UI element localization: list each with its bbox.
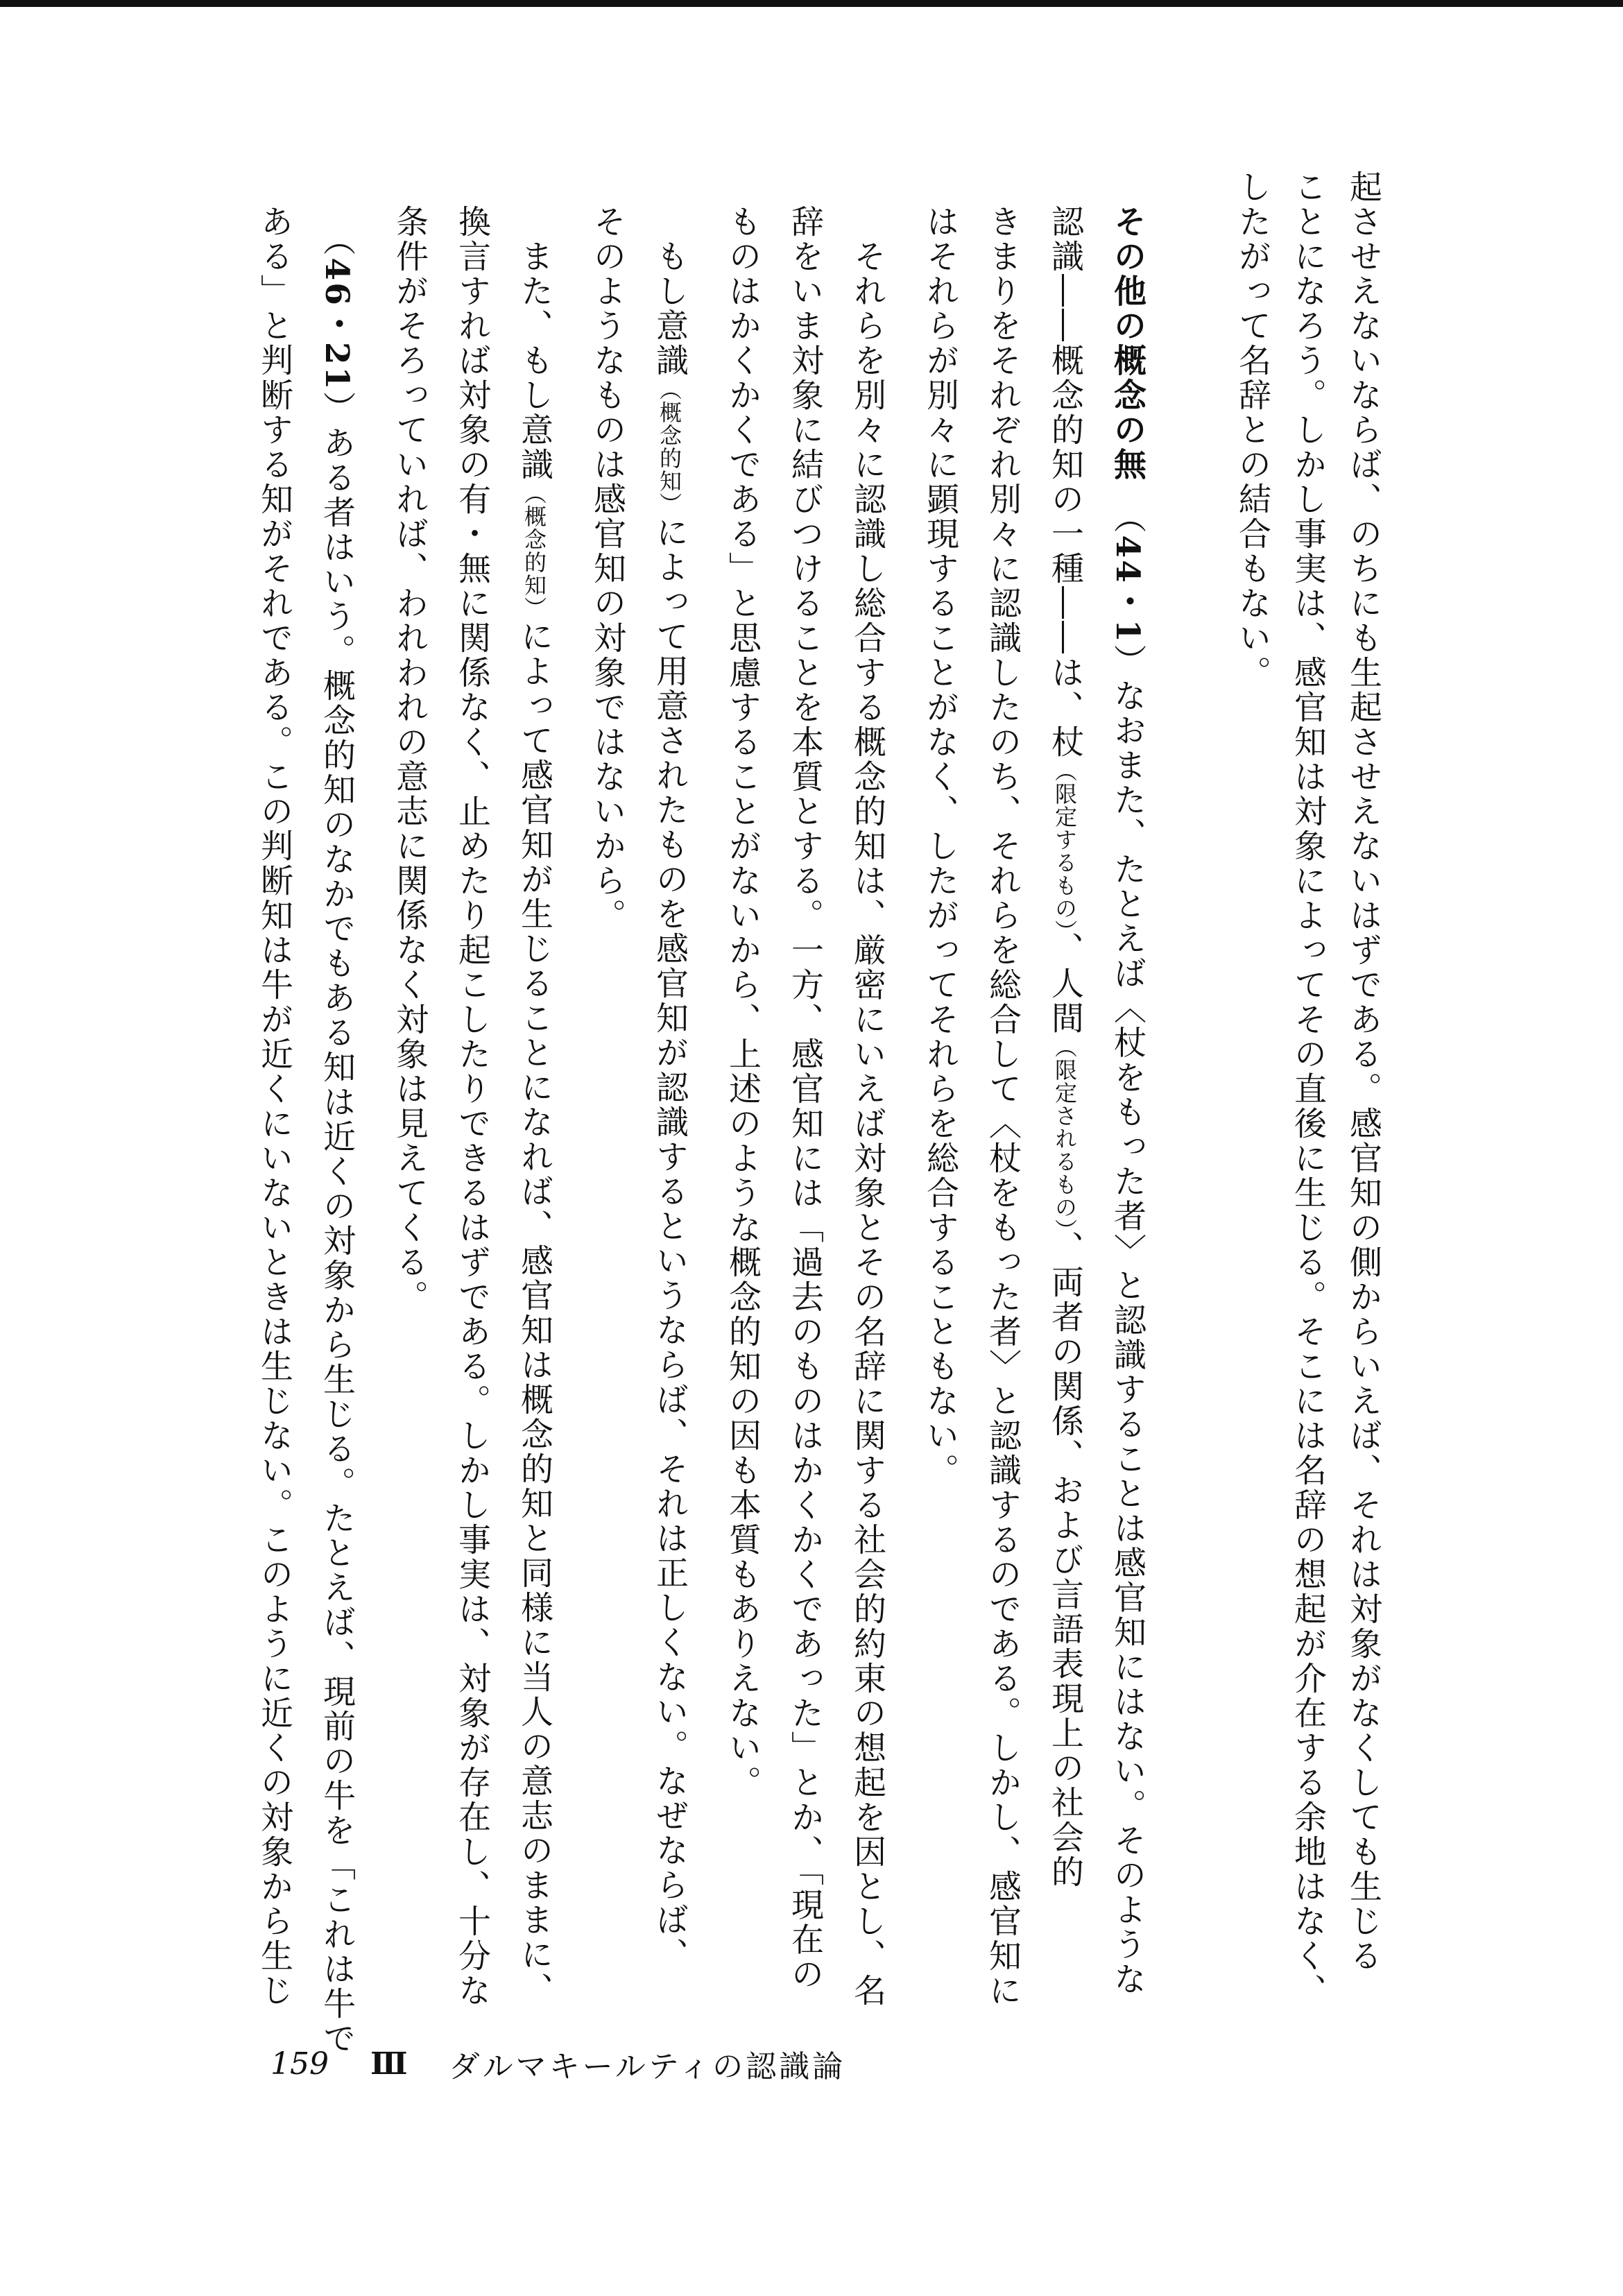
text-run: （ <box>1108 482 1147 536</box>
text-column <box>1231 170 1273 690</box>
text-run: ものはかくかくである」と思慮することがないから、上述のような概念的知の因も本質もありえない。 <box>723 205 762 1800</box>
text-run: ことになろう。しかし事実は、感官知は対象によってその直後に生じる。そこには名辞の想起が介在する余地はなく、 <box>1289 170 1327 2008</box>
chapter-title: ダルマキールティの認識論 <box>449 2049 846 2084</box>
inline-gloss: （限定されるもの） <box>1051 1036 1078 1231</box>
text-run: ）なおまた、たとえば〈杖をもった者〉と認識することは感官知にはない。そのような <box>1108 644 1147 1997</box>
text-run: によって用意されたものを感官知が認識するというならば、それは正しくない。なぜならば、 <box>651 515 689 1972</box>
inline-gloss: （概念的知） <box>656 378 682 515</box>
text-column <box>253 205 295 2008</box>
text-run: 起させえないならば、のちにも生起させえないはずである。感官知の側からいえば、それは対象がなくしても生じる <box>1344 170 1382 1973</box>
text-column <box>846 205 888 2008</box>
text-column <box>388 205 430 1314</box>
text-run: はそれらが別々に顕現することがなく、したがってそれらを総合することもない。 <box>921 205 959 1488</box>
text-run: （ <box>318 205 356 258</box>
section-heading-column <box>1106 205 1148 1997</box>
text-column <box>1044 205 1085 1890</box>
text-run: 換言すれば対象の有・無に関係なく、止めたり起こしたりできるはずである。しかし事実は、対象が存在し、十分な <box>453 205 491 2008</box>
text-run: したがって名辞との結合もない。 <box>1233 170 1271 690</box>
text-run: もし意識 <box>651 205 689 378</box>
text-run: 辞をいま対象に結びつけることを本質とする。一方、感官知には「過去のものはかくかくであった」とか、「現在の <box>786 205 824 1992</box>
text-run: ）ある者はいう。概念的知のなかでもある知は近くの対象から生じる。たとえば、現前の牛を「これは牛で <box>318 391 356 2057</box>
inline-gloss: （限定するもの） <box>1051 760 1078 932</box>
text-column <box>784 205 825 1992</box>
text-run: きまりをそれぞれ別々に認識したのち、それらを総合して〈杖をもった者〉と認識するのである。しかし、感官知に <box>984 205 1022 2008</box>
text-run: それらを別々に認識し総合する概念的知は、厳密にいえば対象とその名辞に関する社会的約束の想起を因とし、名 <box>848 205 886 2008</box>
text-run: 認識――概念的知の一種――は、杖 <box>1046 205 1084 760</box>
verse-reference: 46・21 <box>318 257 356 392</box>
text-column <box>451 205 492 2008</box>
text-column <box>981 205 1023 2008</box>
text-run: 、人間 <box>1046 932 1084 1036</box>
text-run: によって感官知が生じることになれば、感官知は概念的知と同様に当人の意志のままに、 <box>515 619 553 2007</box>
text-column <box>919 205 961 1488</box>
text-run: 条件がそろっていれば、われわれの意志に関係なく対象は見えてくる。 <box>390 205 429 1314</box>
text-column <box>1287 170 1328 2008</box>
text-run: 、両者の関係、および言語表現上の社会的 <box>1046 1231 1084 1890</box>
page-number: 159 <box>270 2046 329 2082</box>
text-run: ある」と判断する知がそれである。この判断知は牛が近くにいないときは生じない。このように近くの対象から生じ <box>255 205 293 2008</box>
text-column <box>649 205 690 1972</box>
text-column <box>586 205 628 933</box>
text-column <box>1342 170 1384 1973</box>
text-column <box>513 205 555 2007</box>
running-footer <box>270 2043 845 2084</box>
verse-reference: 44・1 <box>1108 535 1147 644</box>
text-column <box>721 205 763 1800</box>
part-number: Ⅲ <box>370 2046 408 2082</box>
text-run: そのようなものは感官知の対象ではないから。 <box>588 205 626 933</box>
text-run: また、もし意識 <box>515 205 553 482</box>
text-column <box>316 205 357 2056</box>
section-heading: その他の概念の無 <box>1108 205 1147 482</box>
inline-gloss: （概念的知） <box>521 482 547 619</box>
